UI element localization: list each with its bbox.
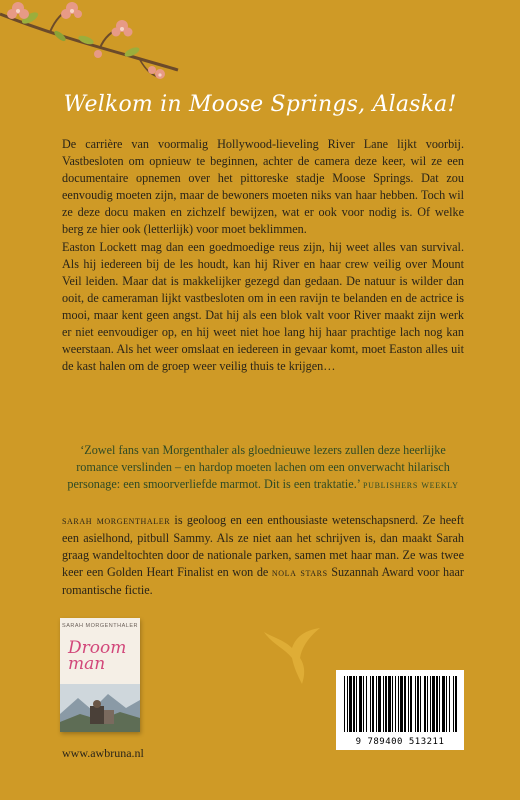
barcode-bar [408, 676, 409, 732]
barcode-bar [363, 676, 364, 732]
barcode-bar [424, 676, 426, 732]
barcode-bar [453, 676, 454, 732]
isbn-number: 9 789400 513211 [355, 737, 445, 747]
barcode-bar [383, 676, 384, 732]
bio-award-name: nola stars [271, 567, 328, 580]
barcode-bar [370, 676, 371, 732]
barcode-bar [436, 676, 438, 732]
barcode-bar [455, 676, 457, 732]
author-bio [62, 512, 464, 599]
blossom-branch-illustration [0, 0, 180, 80]
review-quote [62, 442, 464, 495]
barcode-bar [356, 676, 357, 732]
barcode-bar [404, 676, 406, 732]
quote-source: publishers weekly [362, 479, 459, 492]
barcode-bar [388, 676, 391, 732]
barcode-bar [385, 676, 387, 732]
book-thumb-illustration [60, 684, 140, 732]
barcode-bar [427, 676, 428, 732]
book-thumb-title-line-1: Droom [68, 638, 127, 658]
book-thumb-author: SARAH MORGENTHALER [62, 623, 138, 629]
barcode-bar [359, 676, 362, 732]
bio-author-name: sarah morgenthaler [62, 515, 171, 527]
bio-text-part-2: Suzannah Award voor haar romantische fictie. [62, 565, 464, 598]
barcode-bar [439, 676, 440, 732]
barcode-bar [415, 676, 416, 732]
quote-text: ‘Zowel fans van Morgenthaler als gloednieuwe lezers zullen deze heerlijke romance verslinden – en hardop moeten lachen om een onverwacht hilarisch personage: een smoorverliefde marmot. Dit is een traktatie.’ [67, 443, 450, 492]
barcode-bar [430, 676, 431, 732]
blurb-paragraph-1: De carrière van voormalig Hollywood-lieveling River Lane lijkt voorbij. Vastbesloten om opnieuw te beginnen, achter de camera deze keer, wil ze een documentaire opnemen over het pittoreske stadje Moose Springs. Dat zou eenvoudig moeten zijn, maar de bewoners moeten niks van haar hebben. Toch wil ze deze docu maken en zichzelf bewijzen, wat er ook voor nodig is. Of welke berg ze hier ook (letterlijk) voor moet beklimmen. [62, 137, 464, 237]
barcode-bar [378, 676, 381, 732]
bird-silhouette-icon [262, 628, 322, 686]
blurb-text [62, 136, 464, 375]
page-title: Welkom in Moose Springs, Alaska! [63, 92, 457, 117]
barcode-bar [376, 676, 377, 732]
barcode-bar [347, 676, 348, 732]
barcode-bar [417, 676, 419, 732]
isbn-barcode [336, 670, 464, 750]
barcode-bar [398, 676, 399, 732]
barcode-bar [344, 676, 345, 732]
blurb-paragraph-2: Easton Lockett mag dan een goedmoedige reus zijn, hij weet alles van survival. Als hij iedereen bij de les houdt, kan hij River en haar crew veilig over Mount Veil leiden. Maar dat is makkelijker gezegd dan gedaan. De natuur is wilder dan ooit, de cameraman lijkt vastbesloten om in een ravijn te belanden en de actrice is mooi, maar kent geen angst. Dat hij als een blok valt voor River maakt zijn werk er niet eenvoudiger op, en hij weet niet hoe lang hij haar prachtige lach nog kan weerstaan. Als het weer omslaat en iedereen in gevaar komt, moet Easton alles uit de kast halen om de groep weer veilig thuis te krijgen… [62, 239, 464, 374]
barcode-bar [392, 676, 393, 732]
barcode-bar [410, 676, 412, 732]
barcode-bar [449, 676, 450, 732]
book-thumb-title [68, 640, 134, 672]
publisher-url[interactable]: www.awbruna.nl [62, 746, 144, 760]
barcode-bars [342, 676, 458, 734]
barcode-bar [366, 676, 367, 732]
barcode-bar [353, 676, 355, 732]
book-thumb-title-line-2: man [68, 654, 106, 674]
barcode-bar [420, 676, 421, 732]
barcode-bar [349, 676, 352, 732]
book-cover-thumbnail [60, 618, 140, 732]
bio-text-part-1: is geoloog en een enthousiaste wetenschapsnerd. Ze heeft een asielhond, pitbull Sammy. Als ze niet aan het schrijven is, dan maakt Sarah graag wandeltochten door de nationale parken, samen met haar man. Ze was twee keer een Golden Heart Finalist en won de [62, 513, 465, 580]
barcode-bar [395, 676, 396, 732]
barcode-bar [372, 676, 374, 732]
barcode-bar [400, 676, 403, 732]
barcode-bar [446, 676, 447, 732]
barcode-bar [442, 676, 445, 732]
barcode-bar [432, 676, 435, 732]
